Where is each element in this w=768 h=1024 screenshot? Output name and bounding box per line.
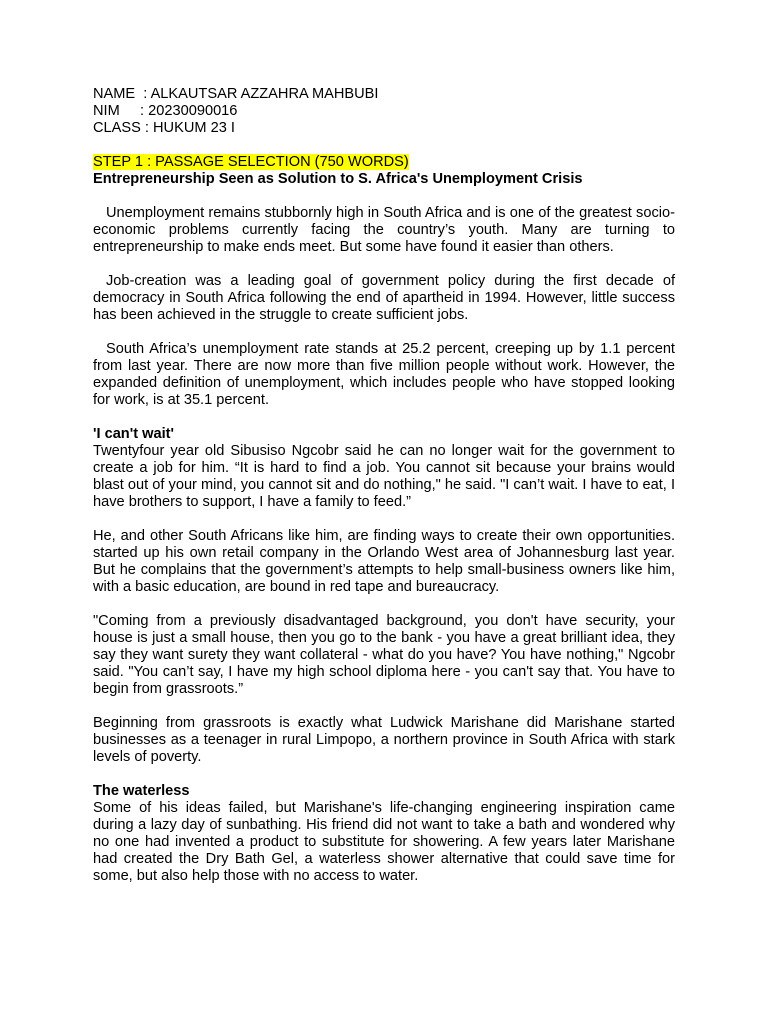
step-title-highlight: STEP 1 : PASSAGE SELECTION (750 WORDS) <box>93 154 409 170</box>
gap <box>93 596 675 613</box>
spacer <box>93 137 675 154</box>
paragraph-6: "Coming from a previously disadvantaged background, you don't have security, your house is just a small house, then you go to the bank - you have a great brilliant idea, they say they want surety they want collateral - what do you have? You have nothing," Ngcobr said. "You can’t say, I have my high school diploma here - you can't say that. You have to begin from grassroots.” <box>93 613 675 697</box>
paragraph-3: South Africa’s unemployment rate stands at 25.2 percent, creeping up by 1.1 percent from last year. There are now more than five million people without work. However, the expanded definition of unemployment, which includes people who have stopped looking for work, is at 35.1 percent. <box>93 341 675 408</box>
gap <box>93 409 675 426</box>
subheading-i-cant-wait: 'I can't wait' <box>93 426 174 442</box>
gap <box>93 511 675 528</box>
paragraph-2: Job-creation was a leading goal of government policy during the first decade of democracy in South Africa following the end of apartheid in 1994. However, little success has been achieved in the struggle to create sufficient jobs. <box>93 273 675 323</box>
gap <box>93 256 675 273</box>
paragraph-7: Beginning from grassroots is exactly what Ludwick Marishane did Marishane started businesses as a teenager in rural Limpopo, a northern province in South Africa with stark levels of poverty. <box>93 715 675 765</box>
article-title: Entrepreneurship Seen as Solution to S. Africa's Unemployment Crisis <box>93 171 583 187</box>
document-page <box>93 86 675 885</box>
gap <box>93 188 675 205</box>
paragraph-1: Unemployment remains stubbornly high in South Africa and is one of the greatest socio-economic problems currently facing the country’s youth. Many are turning to entrepreneurship to make ends meet. But some have found it easier than others. <box>93 205 675 255</box>
paragraph-4: Twentyfour year old Sibusiso Ngcobr said he can no longer wait for the government to create a job for him. “It is hard to find a job. You cannot sit because your brains would blast out of your mind, you cannot sit and do nothing," he said. "I can’t wait. I have to eat, I have brothers to support, I have a family to feed.” <box>93 443 675 510</box>
class-line: CLASS : HUKUM 23 I <box>93 120 235 136</box>
paragraph-5: He, and other South Africans like him, are finding ways to create their own opportunities. started up his own retail company in the Orlando West area of Johannesburg last year. But he complains that the government’s attempts to help small-business owners like him, with a basic education, are bound in red tape and bureaucracy. <box>93 528 675 595</box>
paragraph-8: Some of his ideas failed, but Marishane's life-changing engineering inspiration came during a lazy day of sunbathing. His friend did not want to take a bath and wondered why no one had invented a product to substitute for showering. A few years later Marishane had created the Dry Bath Gel, a waterless shower alternative that could save time for some, but also help those with no access to water. <box>93 800 675 884</box>
gap <box>93 324 675 341</box>
step-title <box>93 154 409 170</box>
gap <box>93 698 675 715</box>
subheading-the-waterless: The waterless <box>93 783 190 799</box>
name-line: NAME : ALKAUTSAR AZZAHRA MAHBUBI <box>93 86 379 102</box>
gap <box>93 766 675 783</box>
nim-line: NIM : 20230090016 <box>93 103 238 119</box>
